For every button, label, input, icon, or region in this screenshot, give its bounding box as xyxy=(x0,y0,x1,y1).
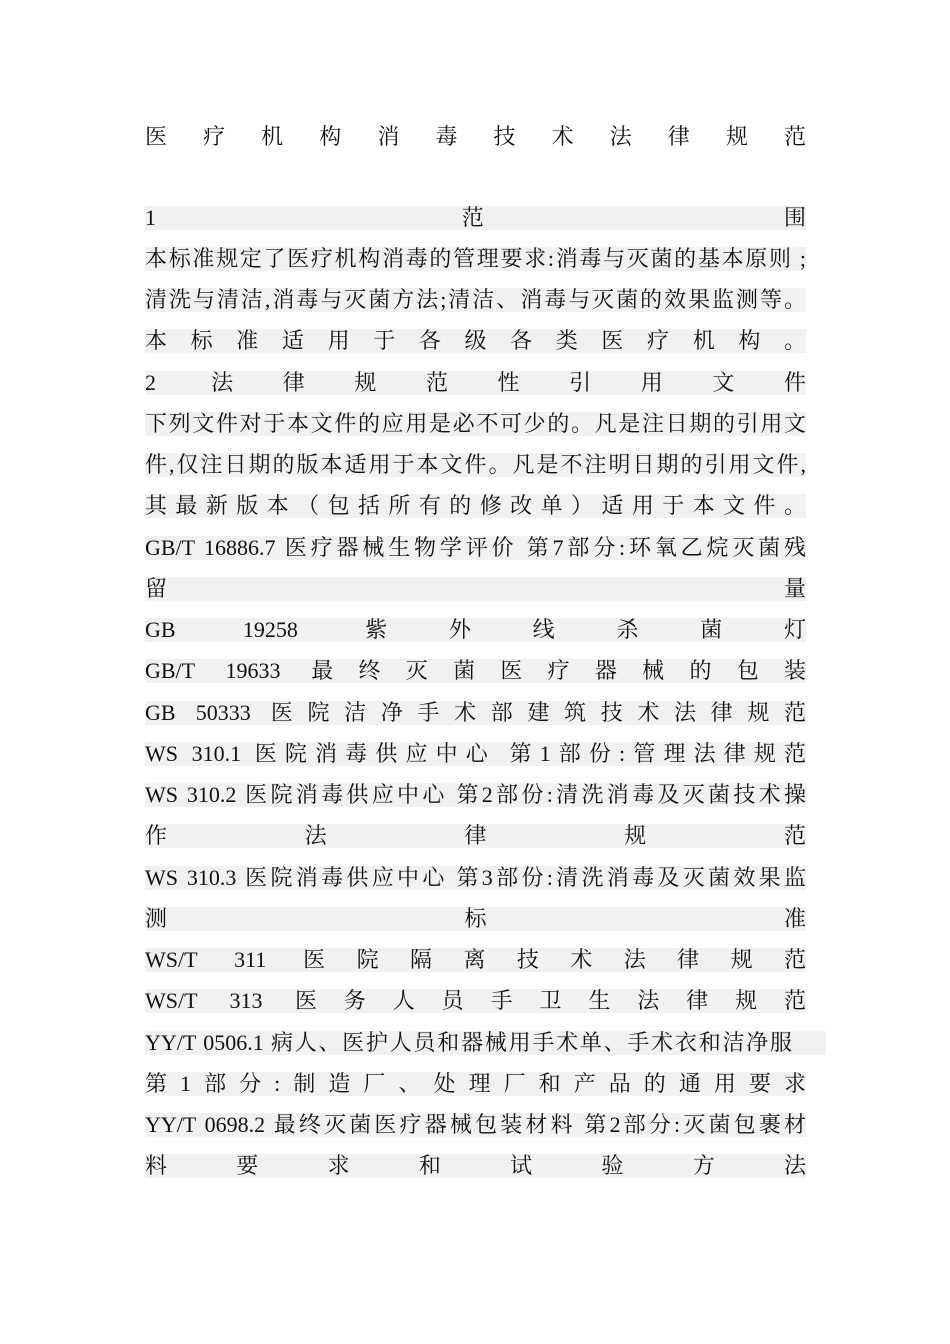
reference-entry-line: WS 310.2 医院消毒供应中心 第2部份:清洗消毒及灭菌技术操 xyxy=(145,783,806,808)
line-row xyxy=(145,486,845,527)
line-row xyxy=(145,197,845,238)
line-row xyxy=(145,1022,845,1063)
line-row xyxy=(145,568,845,609)
section-2-heading: 2 法律规范性引用文件 xyxy=(145,370,806,395)
reference-entry-line: WS 310.1 医院消毒供应中心 第1部份:管理法律规范 xyxy=(145,741,806,766)
normative-intro-line: 下列文件对于本文件的应用是必不可少的。凡是注日期的引用文 xyxy=(145,411,806,436)
scope-paragraph-line: 本标准规定了医疗机构消毒的管理要求:消毒与灭菌的基本原则 ; xyxy=(145,246,806,271)
line-row xyxy=(145,280,845,321)
normative-intro-line: 件,仅注日期的版本适用于本文件。凡是不注明日期的引用文件, xyxy=(145,453,806,478)
reference-entry-line: 测标准 xyxy=(145,906,806,931)
line-row xyxy=(145,321,845,362)
reference-entry-line: GB/T 19633 最终灭菌医疗器械的包装 xyxy=(145,659,806,684)
scope-paragraph-line: 本标准适用于各级各类医疗机构。 xyxy=(145,329,806,354)
line-row xyxy=(145,733,845,774)
reference-entry-line: WS 310.3 医院消毒供应中心 第3部份:清洗消毒及灭菌效果监 xyxy=(145,865,806,890)
reference-entry-line: YY/T 0698.2 最终灭菌医疗器械包装材料 第2部分:灭菌包裹材 xyxy=(145,1113,806,1138)
document-title: 医疗机构消毒技术法律规范 xyxy=(145,124,806,149)
reference-entry-line: WS/T 313 医务人员手卫生法律规范 xyxy=(145,989,806,1014)
normative-intro-line: 其最新版本（包括所有的修改单）适用于本文件。 xyxy=(145,494,806,519)
reference-entry-line: YY/T 0506.1 病人、医护人员和器械用手术单、手术衣和洁净服 xyxy=(145,1031,826,1055)
line-row xyxy=(145,362,845,403)
line-row xyxy=(145,775,845,816)
scope-paragraph-line: 清洗与清洁,消毒与灭菌方法;清洁、消毒与灭菌的效果监测等。 xyxy=(145,288,806,313)
line-row xyxy=(145,403,845,444)
line-row xyxy=(145,981,845,1022)
line-row xyxy=(145,816,845,857)
section-1-heading: 1 范围 xyxy=(145,205,806,230)
line-row xyxy=(145,940,845,981)
reference-entry-line: 作法律规范 xyxy=(145,824,806,849)
line-row xyxy=(145,651,845,692)
line-row xyxy=(145,445,845,486)
line-row xyxy=(145,857,845,898)
line-row xyxy=(145,692,845,733)
reference-entry-line: WS/T 311 医院隔离技术法律规范 xyxy=(145,948,806,973)
line-row xyxy=(145,610,845,651)
line-row xyxy=(145,1146,845,1187)
line-row xyxy=(145,1063,845,1104)
reference-entry-line: 留量 xyxy=(145,576,806,601)
document-body xyxy=(145,197,845,1187)
line-row xyxy=(145,1105,845,1146)
reference-entry-line: 料要求和试验方法 xyxy=(145,1154,806,1179)
reference-entry-line: GB 19258 紫外线杀菌灯 xyxy=(145,618,806,643)
line-row xyxy=(145,238,845,279)
reference-entry-line: GB/T 16886.7 医疗器械生物学评价 第7部分:环氧乙烷灭菌残 xyxy=(145,535,806,560)
reference-entry-line: GB 50333 医院洁净手术部建筑技术法律规范 xyxy=(145,700,806,725)
line-row xyxy=(145,527,845,568)
line-row xyxy=(145,898,845,939)
reference-entry-line: 第1部分:制造厂、处理厂和产品的通用要求 xyxy=(145,1071,806,1096)
